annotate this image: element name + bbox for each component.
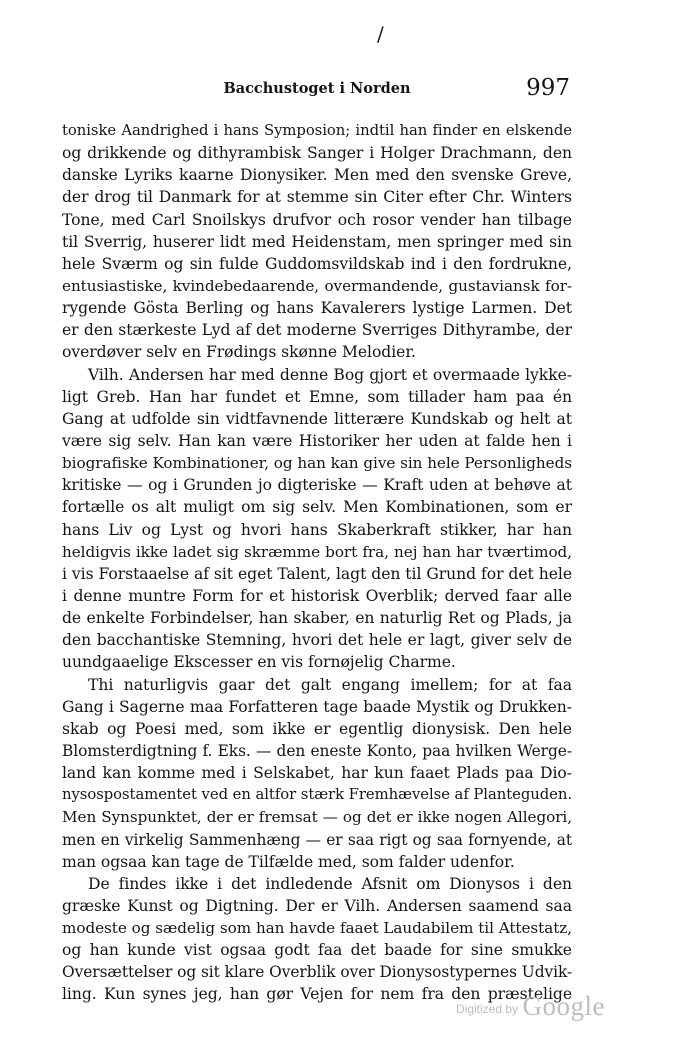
text-line: Gang i Sagerne maa Forfatteren tage baade Mystik og Drukken- [62, 697, 572, 716]
digitized-by-label: Digitized by [456, 1002, 519, 1016]
text-line: ling. Kun synes jeg, han gør Vejen for nem fra den præstelige [62, 985, 572, 1004]
text-line: græske Kunst og Digtning. Der er Vilh. Andersen saamend saa [62, 896, 572, 915]
text-line: fortælle os alt muligt om sig selv. Men Kombinationen, som er [62, 498, 572, 517]
text-line: uundgaaelige Ekscesser en vis fornøjelig Charme. [62, 653, 456, 672]
text-line: land kan komme med i Selskabet, har kun faaet Plads paa Dio- [62, 764, 572, 783]
text-line: hele Sværm og sin fulde Guddomsvildskab ind i den fordrukne, [62, 254, 572, 273]
text-line: Oversættelser og sit klare Overblik over Dionysostypernes Udvik- [62, 963, 572, 982]
text-line: entusiastiske, kvindebedaarende, overmandende, gustaviansk for- [62, 276, 572, 295]
text-line: Tone, med Carl Snoilskys drufvor och rosor vender han tilbage [62, 210, 572, 229]
running-title: Bacchustoget i Norden [223, 80, 411, 97]
text-line: biografiske Kombinationer, og han kan give sin hele Personligheds [62, 454, 572, 473]
digitized-watermark [456, 991, 605, 1022]
text-line: Men Synspunktet, der er fremsat — og det er ikke nogen Allegori, [62, 808, 572, 827]
text-line: men en virkelig Sammenhæng — er saa rigt og saa fornyende, at [62, 830, 572, 849]
body-text [62, 120, 572, 1006]
page-number: 997 [526, 75, 570, 101]
text-line: modeste og sædelig som han havde faaet Laudabilem til Attestatz, [62, 919, 572, 938]
google-logo: Google [522, 991, 605, 1021]
text-line: Thi naturligvis gaar det galt engang imellem; for at faa [88, 675, 572, 694]
text-line: toniske Aandrighed i hans Symposion; indtil han finder en elskende [62, 122, 572, 139]
text-line: rygende Gösta Berling og hans Kavalerers lystige Larmen. Det [62, 299, 572, 318]
stray-mark: / [377, 22, 384, 46]
text-line: være sig selv. Han kan være Historiker her uden at falde hen i [62, 431, 572, 450]
text-line: man ogsaa kan tage de Tilfælde med, som falder udenfor. [62, 852, 515, 871]
text-line: nysospostamentet ved en altfor stærk Fremhævelse af Planteguden. [62, 786, 572, 804]
text-line: og han kunde vist ogsaa godt faa det baade for sine smukke [62, 941, 572, 960]
text-line: skab og Poesi med, som ikke er egentlig dionysisk. Den hele [62, 719, 572, 738]
text-line: ligt Greb. Han har fundet et Emne, som tillader ham paa én [62, 387, 572, 406]
text-line: hans Liv og Lyst og hvori hans Skaberkraft stikker, har han [62, 520, 572, 539]
text-line: heldigvis ikke ladet sig skræmme bort fra, nej han har tværtimod, [62, 542, 572, 561]
text-line: overdøver selv en Frødings skønne Melodier. [62, 343, 416, 362]
text-line: er den stærkeste Lyd af det moderne Sverriges Dithyrambe, der [62, 321, 572, 340]
text-line: kritiske — og i Grunden jo digteriske — Kraft uden at behøve at [62, 476, 572, 495]
text-line: danske Lyriks kaarne Dionysiker. Men med den svenske Greve, [62, 166, 572, 185]
text-line: Gang at udfolde sin vidtfavnende litterære Kundskab og helt at [62, 409, 572, 428]
text-line: De findes ikke i det indledende Afsnit om Dionysos i den [88, 874, 572, 893]
text-line: i vis Forstaaelse af sit eget Talent, lagt den til Grund for det hele [62, 564, 572, 583]
text-line: og drikkende og dithyrambisk Sanger i Holger Drachmann, den [62, 144, 572, 163]
text-line: i denne muntre Form for et historisk Overblik; derved faar alle [62, 586, 572, 605]
page-header [62, 74, 572, 104]
text-line: Blomsterdigtning f. Eks. — den eneste Konto, paa hvilken Werge- [62, 741, 572, 760]
text-line: der drog til Danmark for at stemme sin Citer efter Chr. Winters [62, 188, 572, 207]
text-line: den bacchantiske Stemning, hvori det hele er lagt, giver selv de [62, 631, 572, 650]
text-line: Vilh. Andersen har med denne Bog gjort et overmaade lykke- [88, 365, 572, 384]
text-line: til Sverrig, huserer lidt med Heidenstam, men springer med sin [62, 232, 572, 251]
text-line: de enkelte Forbindelser, han skaber, en naturlig Ret og Plads, ja [62, 609, 572, 628]
